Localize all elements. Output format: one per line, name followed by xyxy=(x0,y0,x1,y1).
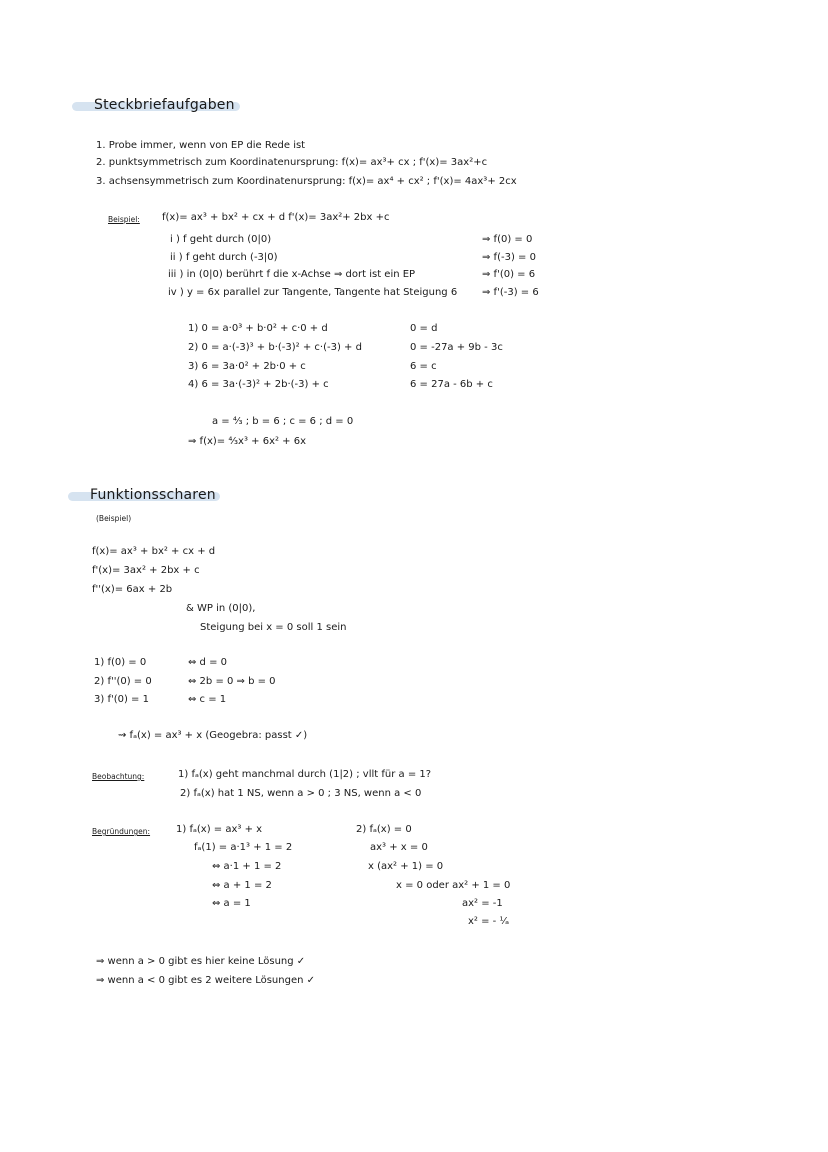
reason-left-1: 1) fₐ(x) = ax³ + x xyxy=(176,824,263,835)
equation-3-simplified: 6 = c xyxy=(410,361,437,372)
reason-right-3: x (ax² + 1) = 0 xyxy=(368,861,444,872)
solution: a = ⁴⁄₃ ; b = 6 ; c = 6 ; d = 0 xyxy=(212,416,354,427)
observation-label: Beobachtung: xyxy=(92,772,145,781)
section-subtitle: (Beispiel) xyxy=(96,514,132,523)
equation-3: 3) 6 = 3a·0² + 2b·0 + c xyxy=(188,361,306,372)
condition-wp: & WP in (0|0), xyxy=(186,603,256,614)
observation-2: 2) fₐ(x) hat 1 NS, wenn a > 0 ; 3 NS, wenn a < 0 xyxy=(180,788,422,799)
reason-left-2: fₐ(1) = a·1³ + 1 = 2 xyxy=(194,842,293,853)
reason-right-2: ax³ + x = 0 xyxy=(370,842,428,853)
condition-ii: ii ) f geht durch (-3|0) xyxy=(170,252,278,263)
condition-i-result: ⇒ f(0) = 0 xyxy=(482,234,533,245)
reasons-label: Begründungen: xyxy=(92,827,151,836)
condition-iv: iv ) y = 6x parallel zur Tangente, Tangente hat Steigung 6 xyxy=(168,287,458,298)
reason-right-1: 2) fₐ(x) = 0 xyxy=(356,824,412,835)
equation-4-simplified: 6 = 27a - 6b + c xyxy=(410,379,493,390)
section-title-steckbriefaufgaben: Steckbriefaufgaben xyxy=(94,97,235,113)
section-title-funktionsscharen: Funktionsscharen xyxy=(90,487,216,503)
reason-right-5: ax² = -1 xyxy=(462,898,503,909)
equation-2-simplified: 0 = -27a + 9b - 3c xyxy=(410,342,503,353)
reason-right-6: x² = - ¹⁄ₐ xyxy=(468,916,510,927)
rule-2: 2. punktsymmetrisch zum Koordinatenursprung: f(x)= ax³+ cx ; f'(x)= 3ax²+c xyxy=(96,157,488,168)
step-1-result: ⇔ d = 0 xyxy=(188,657,228,668)
result-function: ⇒ f(x)= ⁴⁄₃x³ + 6x² + 6x xyxy=(188,436,307,447)
condition-iv-result: ⇒ f'(-3) = 6 xyxy=(482,287,539,298)
reason-right-4: x = 0 oder ax² + 1 = 0 xyxy=(396,880,511,891)
conclusion-1: ⇒ wenn a > 0 gibt es hier keine Lösung ✓ xyxy=(96,956,306,967)
step-2: 2) f''(0) = 0 xyxy=(94,676,152,687)
function-family: ⇝ fₐ(x) = ax³ + x (Geogebra: passt ✓) xyxy=(118,730,308,741)
condition-ii-result: ⇒ f(-3) = 0 xyxy=(482,252,536,263)
function-f-prime: f'(x)= 3ax² + 2bx + c xyxy=(92,565,200,576)
reason-left-4: ⇔ a + 1 = 2 xyxy=(212,880,272,891)
condition-i: i ) f geht durch (0|0) xyxy=(170,234,272,245)
reason-left-5: ⇔ a = 1 xyxy=(212,898,251,909)
equation-1-simplified: 0 = d xyxy=(410,323,438,334)
reason-left-3: ⇔ a·1 + 1 = 2 xyxy=(212,861,282,872)
equation-1: 1) 0 = a·0³ + b·0² + c·0 + d xyxy=(188,323,328,334)
example-functions: f(x)= ax³ + bx² + cx + d f'(x)= 3ax²+ 2bx +c xyxy=(162,212,390,223)
rule-3: 3. achsensymmetrisch zum Koordinatenursprung: f(x)= ax⁴ + cx² ; f'(x)= 4ax³+ 2cx xyxy=(96,176,517,187)
condition-slope: Steigung bei x = 0 soll 1 sein xyxy=(200,622,347,633)
condition-iii: iii ) in (0|0) berührt f die x-Achse ⇒ dort ist ein EP xyxy=(168,269,416,280)
condition-iii-result: ⇒ f'(0) = 6 xyxy=(482,269,536,280)
function-f-double-prime: f''(x)= 6ax + 2b xyxy=(92,584,173,595)
step-2-result: ⇔ 2b = 0 ⇒ b = 0 xyxy=(188,676,276,687)
conclusion-2: ⇒ wenn a < 0 gibt es 2 weitere Lösungen ✓ xyxy=(96,975,316,986)
example-label: Beispiel: xyxy=(108,215,140,224)
observation-1: 1) fₐ(x) geht manchmal durch (1|2) ; vllt für a = 1? xyxy=(178,769,432,780)
equation-2: 2) 0 = a·(-3)³ + b·(-3)² + c·(-3) + d xyxy=(188,342,362,353)
function-f: f(x)= ax³ + bx² + cx + d xyxy=(92,546,216,557)
step-3: 3) f'(0) = 1 xyxy=(94,694,149,705)
step-3-result: ⇔ c = 1 xyxy=(188,694,227,705)
rule-1: 1. Probe immer, wenn von EP die Rede ist xyxy=(96,140,306,151)
equation-4: 4) 6 = 3a·(-3)² + 2b·(-3) + c xyxy=(188,379,329,390)
step-1: 1) f(0) = 0 xyxy=(94,657,147,668)
